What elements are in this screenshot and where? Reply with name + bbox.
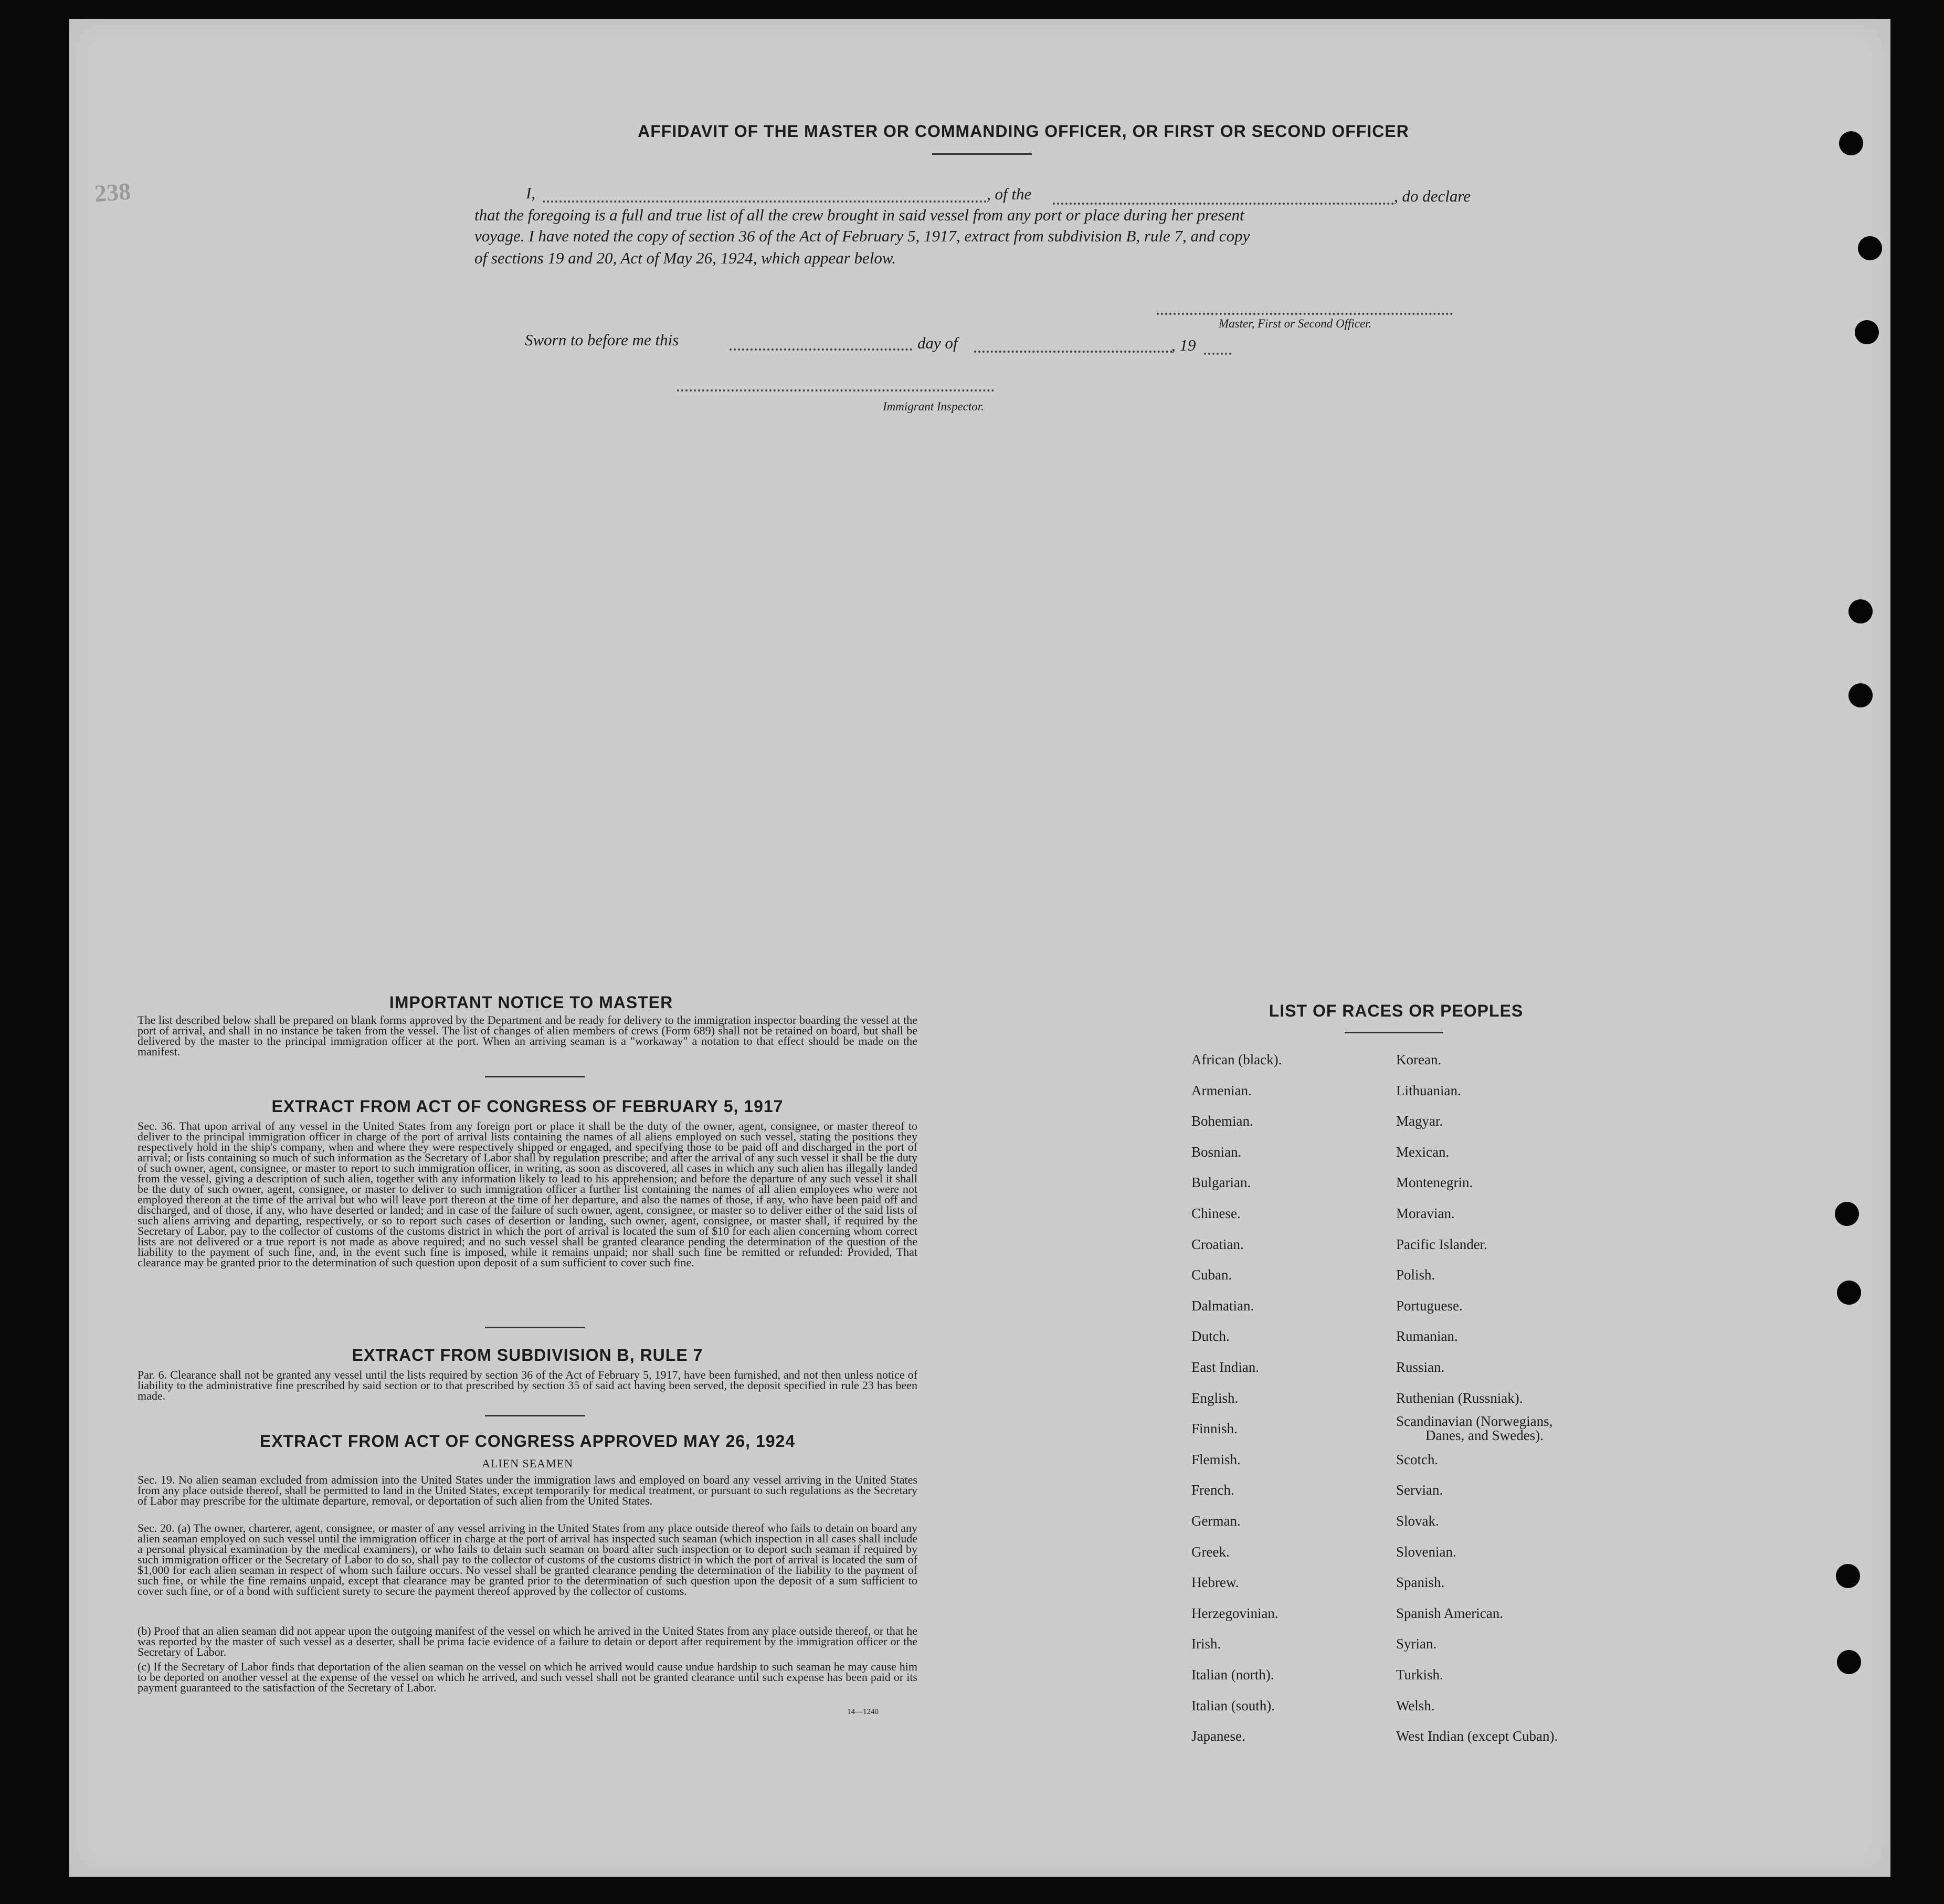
race-item: Portuguese. xyxy=(1396,1298,1463,1314)
affidavit-line4: of sections 19 and 20, Act of May 26, 1924, which appear below. xyxy=(474,249,896,267)
race-item: Polish. xyxy=(1396,1267,1435,1283)
affidavit-declare: , do declare xyxy=(1394,187,1471,205)
race-item: Bulgarian. xyxy=(1191,1175,1251,1190)
race-item: Cuban. xyxy=(1191,1267,1232,1283)
affidavit-title: AFFIDAVIT OF THE MASTER OR COMMANDING OFFICER, OR FIRST OR SECOND OFFICER xyxy=(638,122,1409,141)
punch-hole xyxy=(1848,599,1873,623)
notice-title: IMPORTANT NOTICE TO MASTER xyxy=(389,993,673,1012)
punch-hole xyxy=(1855,320,1879,344)
extract-1917-title: EXTRACT FROM ACT OF CONGRESS OF FEBRUARY 5, 1917 xyxy=(271,1097,784,1116)
margin-note: 238 xyxy=(93,177,132,207)
race-item: Italian (north). xyxy=(1191,1667,1274,1683)
race-item: East Indian. xyxy=(1191,1359,1259,1375)
race-item: Slovak. xyxy=(1396,1513,1439,1529)
extract-1924-title: EXTRACT FROM ACT OF CONGRESS APPROVED MAY 26, 1924 xyxy=(259,1432,796,1451)
affidavit-of-the: , of the xyxy=(987,185,1032,203)
race-item: Italian (south). xyxy=(1191,1698,1275,1713)
race-item: Herzegovinian. xyxy=(1191,1605,1279,1621)
punch-hole xyxy=(1835,1202,1859,1226)
sec20a-body: Sec. 20. (a) The owner, charterer, agent, consignee, or master of any vessel arriving in the United States from any place outside thereof who fails to detain on board any alien seaman employed on such vessel until the immigration officer in charge at the port of arrival has inspected such seaman (which inspection in all cases shall include a personal physical examination by the medical examiners), or who fails to detain such seaman on board after such inspection or to deport such seaman if required by such immigration officer or the Secretary of Labor to do so, shall pay to the collector of customs of the customs district in which the port of arrival is located the sum of $1,000 for each alien seaman in respect of whom such failure occurs. No vessel shall be granted clearance pending the determination of the liability to the payment of such fine, or while the fine remains unpaid, except that clearance may be granted prior to the determination of such question upon the deposit of a sum sufficient to cover such fine, or of a bond with sufficient surety to secure the payment thereof approved by the collector of customs. xyxy=(138,1521,917,1598)
section-rule xyxy=(485,1415,585,1416)
race-item: African (black). xyxy=(1191,1052,1282,1067)
section-rule xyxy=(485,1327,585,1328)
race-item: Chinese. xyxy=(1191,1205,1241,1221)
race-item: Scotch. xyxy=(1396,1452,1439,1467)
year-prefix: , 19 xyxy=(1171,336,1196,354)
day-line xyxy=(730,348,912,351)
race-item: Servian. xyxy=(1396,1482,1443,1498)
affidavit-line3: voyage. I have noted the copy of section 36 of the Act of February 5, 1917, extract from subdivision B, rule 7, and copy xyxy=(474,227,1250,245)
extract-rule7-body: Par. 6. Clearance shall not be granted any vessel until the lists required by section 36 of the Act of February 5, 1917, have been furnished, and not then unless notice of liability to the administrative fine prescribed by said section or to that prescribed by section 35 of said act having been served, the deposit specified in rule 23 has been made. xyxy=(138,1368,917,1402)
notice-body: The list described below shall be prepared on blank forms approved by the Department and be ready for delivery to the immigration inspector boarding the vessel at the port of arrival, and shall in no instance be taken from the vessel. The list of changes of alien members of crews (Form 689) shall not be retained on board, but shall be delivered by the master to the principal immigration officer at the port. When an arriving seaman is a "workaway" a notation to that effect should be made on the manifest. xyxy=(138,1013,917,1058)
punch-hole xyxy=(1848,683,1873,707)
races-title: LIST OF RACES OR PEOPLES xyxy=(1269,1001,1524,1020)
race-item: Spanish American. xyxy=(1396,1605,1503,1621)
section-rule xyxy=(485,1076,585,1077)
race-item: Bohemian. xyxy=(1191,1113,1253,1129)
race-item: Spanish. xyxy=(1396,1574,1445,1590)
race-item: English. xyxy=(1191,1390,1239,1406)
race-item: Finnish. xyxy=(1191,1421,1238,1436)
sec19-body: Sec. 19. No alien seaman excluded from admission into the United States under the immigration laws and employed on board any vessel arriving in the United States from any place outside thereof, shall be permitted to land in the United States, except temporarily for medical treatment, or pursuant to such regulations as the Secretary of Labor may prescribe for the ultimate departure, removal, or deportation of such alien from the United States. xyxy=(138,1473,917,1507)
race-item: West Indian (except Cuban). xyxy=(1396,1728,1558,1744)
race-item: Ruthenian (Russniak). xyxy=(1396,1390,1523,1406)
race-item: Korean. xyxy=(1396,1052,1442,1067)
punch-hole xyxy=(1839,131,1863,155)
race-item: Syrian. xyxy=(1396,1636,1437,1652)
race-item: Bosnian. xyxy=(1191,1144,1242,1160)
race-item: Turkish. xyxy=(1396,1667,1443,1683)
race-item: German. xyxy=(1191,1513,1241,1529)
race-item: Armenian. xyxy=(1191,1083,1252,1098)
race-item: Irish. xyxy=(1191,1636,1221,1652)
extract-1917-body: Sec. 36. That upon arrival of any vessel in the United States from any foreign port or place it shall be the duty of the owner, agent, consignee, or master thereof to deliver to the principal immigration officer in charge of the port of arrival lists containing the names of all aliens employed on such vessel, stating the positions they respectively hold in the ship's company, when and where they were respectively shipped or engaged, and specifying those to be paid off and discharged in the port of arrival; or lists containing so much of such information as the Secretary of Labor shall by regulation prescribe; and after the arrival of any such vessel it shall be the duty of such owner, agent, consignee, or master to report to such immigration officer, in writing, as soon as discovered, all cases in which any such alien has illegally landed from the vessel, giving a description of such alien, together with any information likely to lead to his apprehension; and before the departure of any such vessel it shall be the duty of such owner, agent, consignee, or master to deliver to such immigration officer a further list containing the names of all alien employees who were not employed thereon at the time of the arrival but who will leave port thereon at the time of her departure, and also the names of those, if any, who have been paid off and discharged, and of those, if any, who have deserted or landed; and in case of the failure of such owner, agent, consignee, or master so to deliver either of the said lists of such aliens arriving and departing, respectively, or so to report such cases of desertion or landing, such owner, agent, consignee, or master shall, if required by the Secretary of Labor, pay to the collector of customs of the customs district in which the port of arrival is located the sum of $10 for each alien concerning whom correct lists are not delivered or a true report is not made as above required; and no such vessel shall be granted clearance pending the determination of the question of the liability to the payment of such fine, and, in the event such fine is imposed, while it remains unpaid; nor shall such fine be remitted or refunded: Provided, That clearance may be granted prior to the determination of such question upon deposit of a sum sufficient to cover such fine. xyxy=(138,1119,917,1269)
title-rule xyxy=(932,153,1032,155)
extract-rule7-title: EXTRACT FROM SUBDIVISION B, RULE 7 xyxy=(352,1346,703,1364)
race-item: Pacific Islander. xyxy=(1396,1236,1487,1252)
month-line xyxy=(974,351,1172,353)
race-item: French. xyxy=(1191,1482,1234,1498)
inspector-label: Immigrant Inspector. xyxy=(883,400,984,413)
race-item: Japanese. xyxy=(1191,1728,1245,1744)
year-line xyxy=(1204,353,1231,355)
race-item: Moravian. xyxy=(1396,1205,1455,1221)
inspector-line xyxy=(677,389,994,392)
race-item: Mexican. xyxy=(1396,1144,1450,1160)
race-item: Rumanian. xyxy=(1396,1328,1458,1344)
race-item: Croatian. xyxy=(1191,1236,1244,1252)
race-item: Dalmatian. xyxy=(1191,1298,1254,1314)
race-item: Magyar. xyxy=(1396,1113,1443,1129)
signature-line xyxy=(1157,313,1453,315)
punch-hole xyxy=(1836,1564,1860,1588)
form-number: 14—1240 xyxy=(847,1708,879,1716)
sec20b-body: (b) Proof that an alien seaman did not appear upon the outgoing manifest of the vessel on which he arrived in the United States from any place outside thereof, or that he was reported by the master of such vessel as a deserter, shall be prima facie evidence of a failure to detain or deport after requirement by the immigration officer or the Secretary of Labor. xyxy=(138,1624,917,1658)
race-item: Dutch. xyxy=(1191,1328,1230,1344)
race-item: Greek. xyxy=(1191,1544,1230,1560)
race-item: Russian. xyxy=(1396,1359,1445,1375)
affidavit-line2: that the foregoing is a full and true list of all the crew brought in said vessel from any port or place during her present xyxy=(474,206,1244,224)
day-of: day of xyxy=(917,334,958,352)
race-item: Montenegrin. xyxy=(1396,1175,1473,1190)
punch-hole xyxy=(1858,236,1882,260)
race-item-scandinavian-continued: Danes, and Swedes). xyxy=(1425,1427,1544,1443)
punch-hole xyxy=(1837,1650,1861,1674)
punch-hole xyxy=(1837,1281,1861,1305)
race-item: Scandinavian (Norwegians, xyxy=(1396,1413,1553,1429)
race-item: Slovenian. xyxy=(1396,1544,1456,1560)
sec20c-body: (c) If the Secretary of Labor finds that deportation of the alien seaman on the vessel on which he arrived would cause undue hardship to such seaman he may cause him to be deported on another vessel at the expense of the vessel on which he arrived, and such vessel shall not be granted clearance until such expense has been paid or its payment guaranteed to the satisfaction of the Secretary of Labor. xyxy=(138,1660,917,1694)
vessel-line xyxy=(1053,203,1394,205)
race-item: Flemish. xyxy=(1191,1452,1241,1467)
races-title-rule xyxy=(1345,1032,1443,1033)
signature-label: Master, First or Second Officer. xyxy=(1219,317,1372,330)
affidavit-i: I, xyxy=(526,184,536,202)
sworn-prefix: Sworn to before me this xyxy=(525,331,679,349)
name-line xyxy=(543,200,987,203)
alien-seamen-subtitle: ALIEN SEAMEN xyxy=(482,1457,573,1470)
race-item: Lithuanian. xyxy=(1396,1083,1461,1098)
race-item: Hebrew. xyxy=(1191,1574,1239,1590)
race-item: Welsh. xyxy=(1396,1698,1435,1713)
form-sheet xyxy=(69,19,1890,1877)
